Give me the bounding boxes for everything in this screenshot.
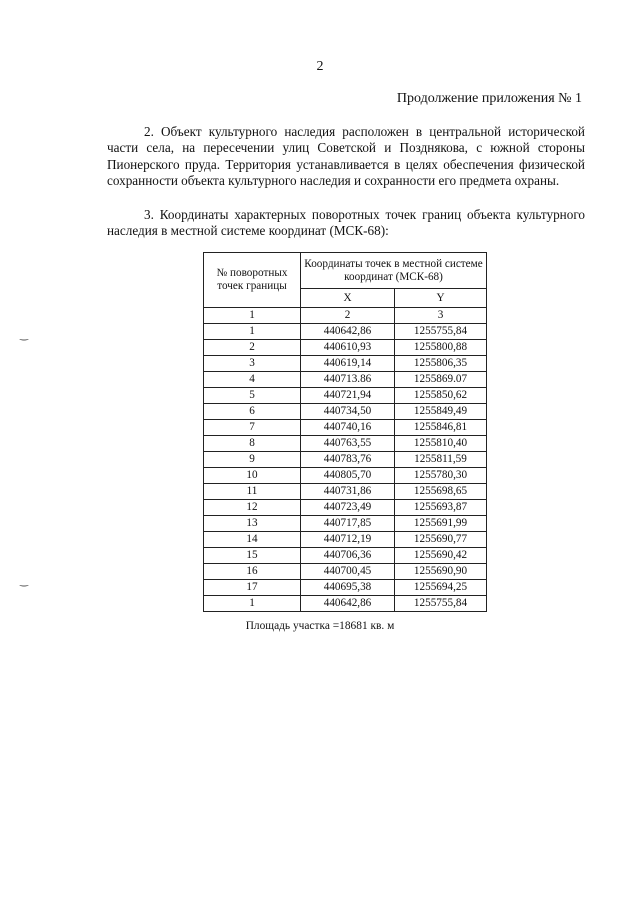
coord-x: 440619,14	[301, 356, 395, 372]
table-row	[204, 452, 487, 468]
table-row	[204, 532, 487, 548]
coord-x: 440642,86	[301, 324, 395, 340]
point-number: 1	[204, 596, 301, 612]
coord-y: 1255850,62	[395, 388, 487, 404]
coord-x: 440695,38	[301, 580, 395, 596]
column-number: 1	[204, 308, 301, 324]
point-number: 2	[204, 340, 301, 356]
point-number: 15	[204, 548, 301, 564]
coord-x: 440706,36	[301, 548, 395, 564]
point-number: 12	[204, 500, 301, 516]
header-coordinates: Координаты точек в местной системе координат (МСК-68)	[301, 253, 487, 289]
column-number: 3	[395, 308, 487, 324]
header-points: № поворотных точек границы	[204, 253, 301, 308]
coord-x: 440712,19	[301, 532, 395, 548]
area-note: Площадь участка =18681 кв. м	[245, 620, 395, 632]
coord-y: 1255690,77	[395, 532, 487, 548]
paragraph-location	[107, 124, 585, 190]
coord-y: 1255698,65	[395, 484, 487, 500]
point-number: 10	[204, 468, 301, 484]
point-number: 9	[204, 452, 301, 468]
table-row	[204, 500, 487, 516]
paragraph-text: 2. Объект культурного наследия расположен в центральной исторической части села, на пересечении улиц Советской и Позднякова, с южной стороны Пионерского пруда. Территория устанавливается в целях обеспечения физической сохранности объекта культурного наследия и сохранности его предмета охраны.	[107, 124, 585, 189]
coord-x: 440783,76	[301, 452, 395, 468]
paragraph-coordinates-intro	[107, 207, 585, 240]
coord-x: 440740,16	[301, 420, 395, 436]
coord-x: 440723,49	[301, 500, 395, 516]
page-number: 2	[316, 59, 324, 74]
column-number-row	[204, 308, 487, 324]
table-row	[204, 484, 487, 500]
coord-x: 440717,85	[301, 516, 395, 532]
coord-x: 440610,93	[301, 340, 395, 356]
appendix-title: Продолжение приложения № 1	[396, 91, 582, 106]
coord-y: 1255690,90	[395, 564, 487, 580]
point-number: 16	[204, 564, 301, 580]
table-row	[204, 516, 487, 532]
table-row	[204, 596, 487, 612]
coord-x: 440731,86	[301, 484, 395, 500]
table-row	[204, 436, 487, 452]
coord-y: 1255869.07	[395, 372, 487, 388]
column-number: 2	[301, 308, 395, 324]
table-row	[204, 404, 487, 420]
point-number: 8	[204, 436, 301, 452]
coord-y: 1255690,42	[395, 548, 487, 564]
point-number: 5	[204, 388, 301, 404]
point-number: 14	[204, 532, 301, 548]
point-number: 3	[204, 356, 301, 372]
table-row	[204, 564, 487, 580]
margin-mark: ‿	[20, 330, 29, 341]
table-row	[204, 372, 487, 388]
coord-y: 1255755,84	[395, 324, 487, 340]
coord-y: 1255849,49	[395, 404, 487, 420]
coord-y: 1255806,35	[395, 356, 487, 372]
coord-y: 1255811,59	[395, 452, 487, 468]
coord-y: 1255694,25	[395, 580, 487, 596]
coord-y: 1255693,87	[395, 500, 487, 516]
point-number: 17	[204, 580, 301, 596]
coord-y: 1255800,88	[395, 340, 487, 356]
coord-x: 440734,50	[301, 404, 395, 420]
paragraph-text: 3. Координаты характерных поворотных точек границ объекта культурного наследия в местной системе координат (МСК-68):	[107, 207, 585, 239]
table-row	[204, 324, 487, 340]
table-row	[204, 548, 487, 564]
header-x: X	[301, 289, 395, 308]
table-row	[204, 388, 487, 404]
coord-y: 1255691,99	[395, 516, 487, 532]
table-row	[204, 580, 487, 596]
coord-x: 440805,70	[301, 468, 395, 484]
coord-y: 1255755,84	[395, 596, 487, 612]
point-number: 1	[204, 324, 301, 340]
header-y: Y	[395, 289, 487, 308]
coord-x: 440642,86	[301, 596, 395, 612]
table-row	[204, 420, 487, 436]
table-row	[204, 356, 487, 372]
coord-x: 440700,45	[301, 564, 395, 580]
table-row	[204, 340, 487, 356]
table-row	[204, 468, 487, 484]
coord-x: 440713.86	[301, 372, 395, 388]
coord-y: 1255810,40	[395, 436, 487, 452]
coord-y: 1255846,81	[395, 420, 487, 436]
coord-x: 440763,55	[301, 436, 395, 452]
coord-y: 1255780,30	[395, 468, 487, 484]
point-number: 7	[204, 420, 301, 436]
point-number: 13	[204, 516, 301, 532]
point-number: 11	[204, 484, 301, 500]
coordinates-table	[203, 252, 487, 612]
margin-mark: ‿	[20, 576, 29, 587]
point-number: 4	[204, 372, 301, 388]
point-number: 6	[204, 404, 301, 420]
coord-x: 440721,94	[301, 388, 395, 404]
